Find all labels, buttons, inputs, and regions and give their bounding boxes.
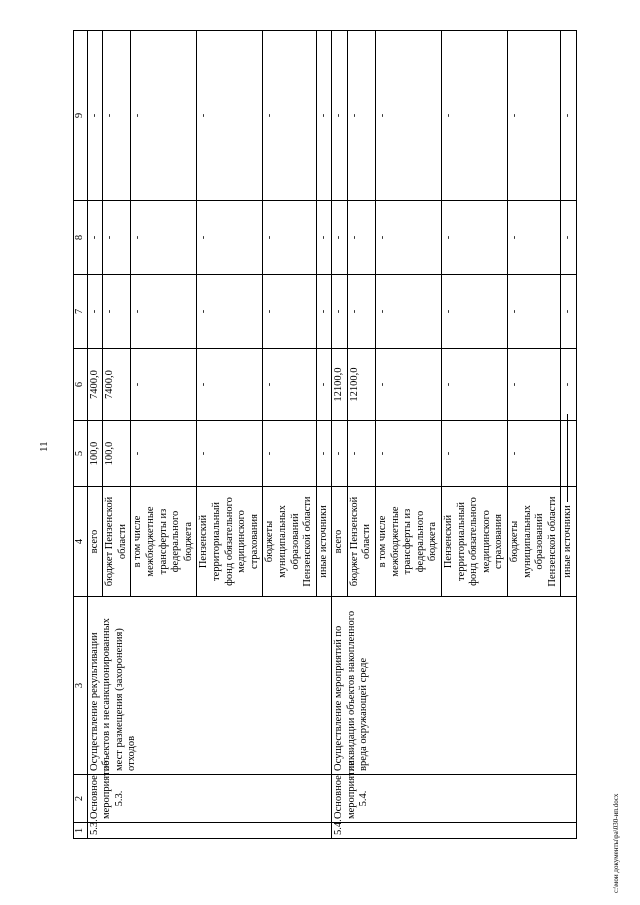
value-cell: -: [316, 201, 332, 275]
value-cell: -: [442, 275, 508, 349]
value-cell: -: [197, 201, 263, 275]
value-cell: -: [332, 421, 348, 487]
value-cell: -: [332, 31, 348, 201]
value-cell: -: [316, 31, 332, 201]
funding-source: иные источники: [316, 487, 332, 597]
table-body: [87, 31, 576, 839]
funding-source: Пензенский территориальный фонд обязательного медицинского страхования: [197, 487, 263, 597]
table-row: [332, 31, 348, 839]
header-cell: 3: [74, 597, 88, 775]
value-cell: -: [561, 349, 577, 421]
page-number: 11: [38, 441, 50, 452]
value-cell: -: [508, 275, 561, 349]
value-cell: -: [316, 275, 332, 349]
value-cell: -: [347, 201, 375, 275]
budget-table: [73, 30, 577, 839]
value-cell: -: [347, 31, 375, 201]
value-cell: -: [197, 275, 263, 349]
value-cell: -: [87, 31, 103, 201]
value-cell: -: [103, 31, 131, 201]
header-cell: 8: [74, 201, 88, 275]
funding-source: бюджеты муниципальных образований Пензенской области: [263, 487, 316, 597]
value-cell: -: [197, 421, 263, 487]
value-cell: -: [131, 349, 197, 421]
value-cell: -: [508, 201, 561, 275]
value-cell: -: [376, 201, 442, 275]
value-cell: 100,0: [87, 421, 103, 487]
value-cell: -: [263, 275, 316, 349]
value-cell: -: [103, 201, 131, 275]
value-cell: 12100,0: [332, 349, 348, 421]
funding-source: всего: [87, 487, 103, 597]
header-row: [74, 31, 88, 839]
value-cell: -: [197, 31, 263, 201]
value-cell: -: [442, 349, 508, 421]
value-cell: -: [376, 275, 442, 349]
funding-source: бюджеты муниципальных образований Пензенской области: [508, 487, 561, 597]
value-cell: -: [263, 349, 316, 421]
value-cell: -: [347, 421, 375, 487]
value-cell: -: [131, 421, 197, 487]
value-cell: -: [508, 421, 561, 487]
activity-description: Осуществление рекультивации объектов и несанкционированных мест размещения (захоронения) отходов: [87, 597, 332, 775]
funding-source: бюджет Пензенской области: [103, 487, 131, 597]
value-cell: -: [131, 31, 197, 201]
table-row: [87, 31, 103, 839]
value-cell: -: [508, 349, 561, 421]
value-cell: -: [316, 349, 332, 421]
value-cell: 7400,0: [103, 349, 131, 421]
value-cell: -: [442, 31, 508, 201]
funding-source: бюджет Пензенской области: [347, 487, 375, 597]
footer-path: c:\мои документы\pa\030-ип.docx: [612, 793, 620, 893]
header-cell: 4: [74, 487, 88, 597]
header-cell: 6: [74, 349, 88, 421]
value-cell: -: [197, 349, 263, 421]
row-number: 5.4.: [332, 823, 577, 839]
value-cell: -: [263, 421, 316, 487]
value-cell: -: [376, 421, 442, 487]
value-cell: -: [442, 421, 508, 487]
value-cell: -: [131, 201, 197, 275]
value-cell: 100,0: [103, 421, 131, 487]
value-cell: 12100,0: [347, 349, 375, 421]
funding-source: Пензенский территориальный фонд обязательного медицинского страхования: [442, 487, 508, 597]
value-cell: -: [131, 275, 197, 349]
value-cell: -: [263, 31, 316, 201]
header-cell: 5: [74, 421, 88, 487]
row-number: 5.3.: [87, 823, 332, 839]
header-cell: 2: [74, 775, 88, 823]
value-cell: -: [561, 201, 577, 275]
activity-name: Основное мероприятие 5.3.: [87, 775, 332, 823]
value-cell: -: [263, 201, 316, 275]
value-cell: -: [561, 421, 577, 487]
value-cell: 7400,0: [87, 349, 103, 421]
value-cell: -: [376, 31, 442, 201]
value-cell: -: [332, 275, 348, 349]
value-cell: -: [376, 349, 442, 421]
value-cell: -: [561, 275, 577, 349]
value-cell: -: [561, 31, 577, 201]
header-cell: 7: [74, 275, 88, 349]
funding-source: иные источники: [561, 487, 577, 597]
funding-source: всего: [332, 487, 348, 597]
activity-name: Основное мероприятие 5.4.: [332, 775, 577, 823]
value-cell: -: [442, 201, 508, 275]
value-cell: -: [87, 275, 103, 349]
activity-description: Осуществление мероприятий по ликвидации объектов накопленного вреда окружающей среде: [332, 597, 577, 775]
funding-source: в том числе межбюджетные трансферты из федерального бюджета: [376, 487, 442, 597]
value-cell: -: [316, 421, 332, 487]
funding-source: в том числе межбюджетные трансферты из федерального бюджета: [131, 487, 197, 597]
value-cell: -: [103, 275, 131, 349]
header-cell: 1: [74, 823, 88, 839]
header-cell: 9: [74, 31, 88, 201]
value-cell: -: [87, 201, 103, 275]
rotated-table-wrapper: [73, 31, 574, 839]
value-cell: -: [332, 201, 348, 275]
value-cell: -: [347, 275, 375, 349]
value-cell: -: [508, 31, 561, 201]
